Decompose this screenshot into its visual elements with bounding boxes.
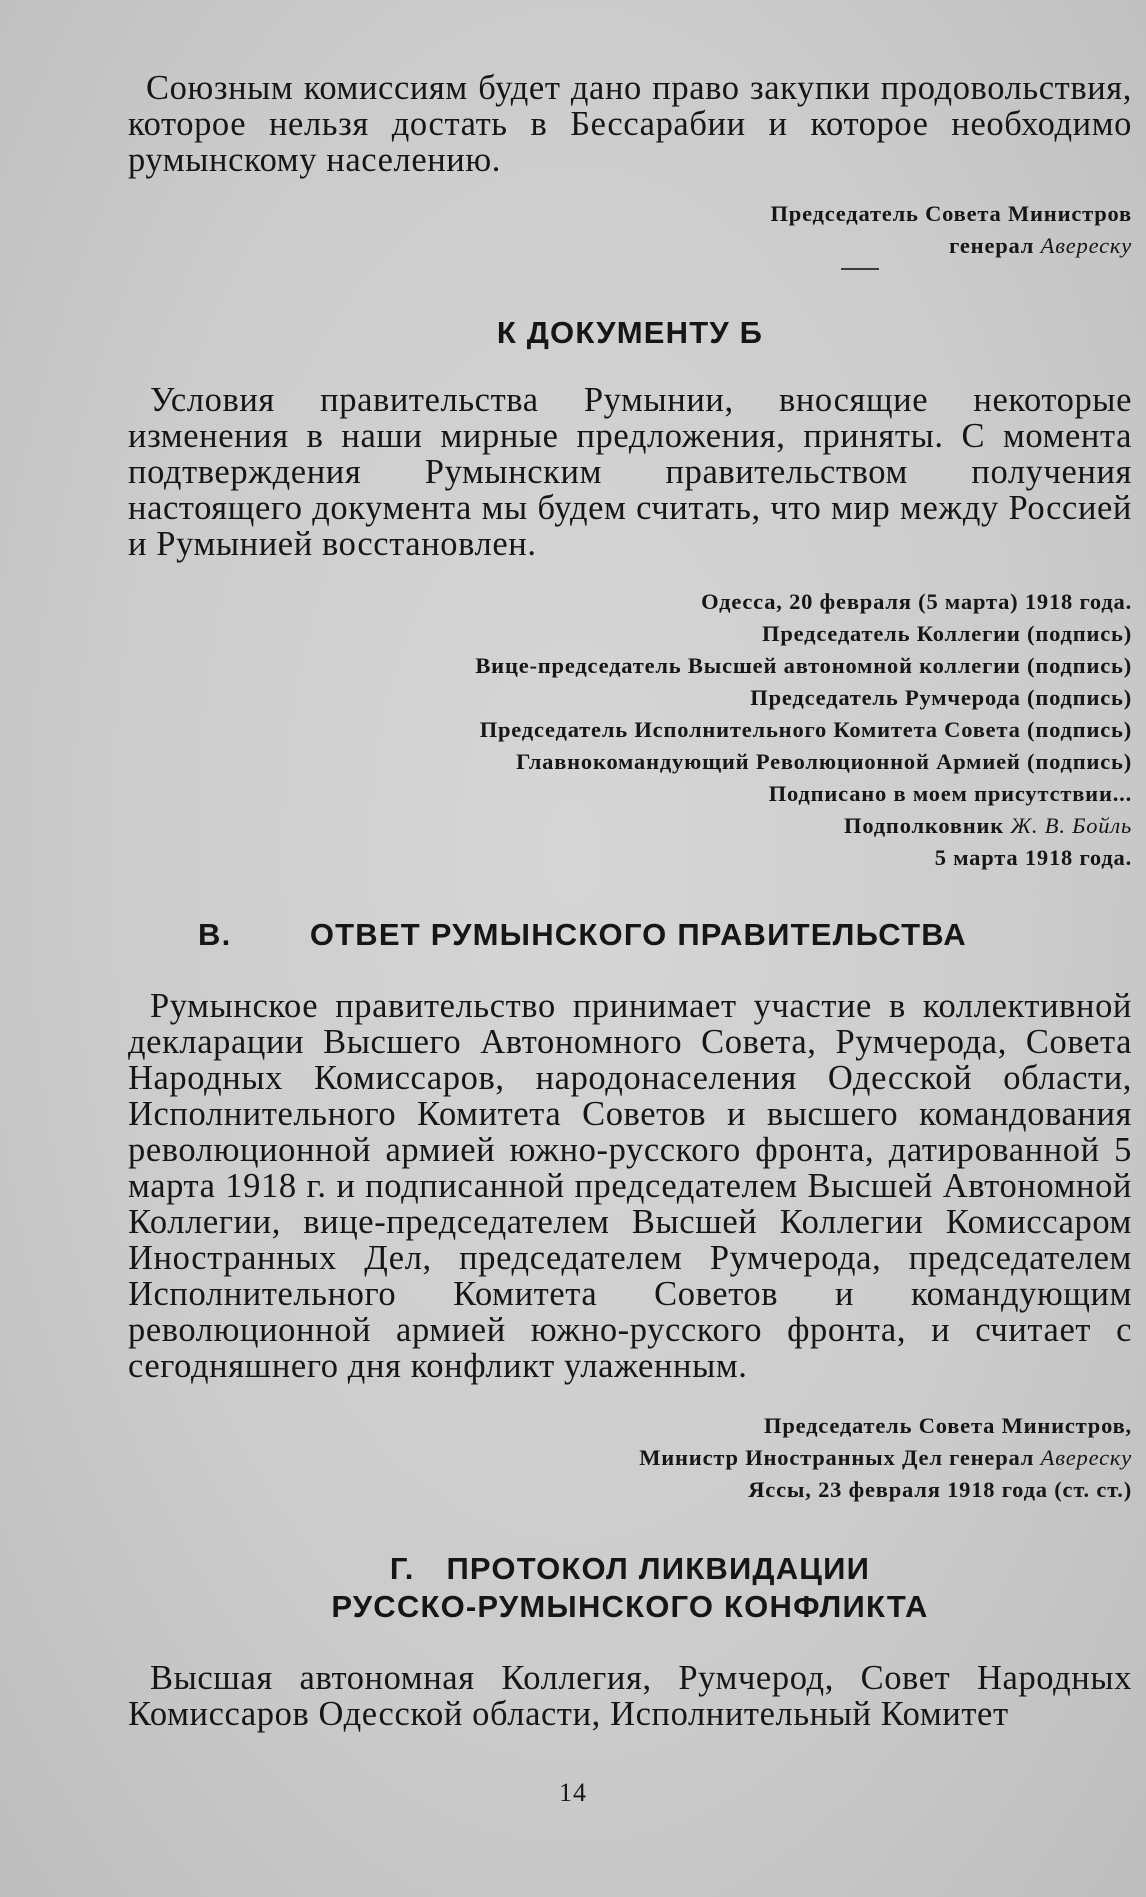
intro-signature-line1: Председатель Совета Министров (770, 201, 1132, 226)
section-v-title: ОТВЕТ РУМЫНСКОГО ПРАВИТЕЛЬСТВА (309, 917, 967, 952)
section-v-number: В. (198, 917, 232, 952)
section-g-paragraph: Высшая автономная Коллегия, Румчерод, Совет Народных Комиссаров Одесской области, Исполнительный Комитет (128, 1659, 1132, 1733)
section-g-title-line2: РУССКО-РУМЫНСКОГО КОНФЛИКТА (331, 1589, 929, 1624)
section-v-signature-place-date: Яссы, 23 февраля 1918 года (ст. ст.) (748, 1477, 1132, 1502)
text-column (128, 70, 1132, 1732)
intro-signature-line2 (128, 230, 1132, 262)
doc-b-paragraph: Условия правительства Румынии, вносящие некоторые изменения в наши мирные предложения, приняты. С момента подтверждения Румынским правительством получения настоящего документа мы будем считать, что мир между Россией и Румынией восстановлен. (128, 381, 1132, 563)
doc-b-signature-line: Председатель Румчерода (подпись) (750, 685, 1132, 710)
section-v-signature (128, 1410, 1132, 1506)
intro-paragraph: Союзным комиссиям будет дано право закупки продовольствия, которое нельзя достать в Бессарабии и которое необходимо румынскому населению. (128, 69, 1132, 179)
section-v-signature-line2 (128, 1442, 1132, 1474)
doc-b-signature-line: Председатель Коллегии (подпись) (762, 621, 1132, 646)
doc-b-signature-line: Вице-председатель Высшей автономной коллегии (подпись) (475, 653, 1132, 678)
page-number: 14 (559, 1778, 587, 1807)
section-g-heading (128, 1550, 1132, 1626)
separator-rule (841, 268, 879, 270)
section-v-paragraph: Румынское правительство принимает участие в коллективной декларации Высшего Автономного Совета, Румчерода, Совета Народных Комиссаров, народонаселения Одесской области, Исполнительного Комитета Советов и высшего командования революционной армией южно-русского фронта, датированной 5 марта 1918 г. и подписанной председателем Высшей Автономной Коллегии, вице-председателем Высшей Коллегии Комиссаром Иностранных Дел, председателем Румчерода, председателем Исполнительного Комитета Советов и командующим революционной армией южно-русского фронта, и считает с сегодняшнего дня конфликт улаженным. (128, 987, 1132, 1385)
section-v-signature-name: Авереску (1040, 1445, 1132, 1470)
doc-b-signature-line: Председатель Исполнительного Комитета Совета (подпись) (479, 717, 1132, 742)
section-v-heading (128, 916, 1132, 954)
intro-signature (128, 198, 1132, 262)
doc-b-signature-line: Подписано в моем присутствии... (768, 781, 1132, 806)
doc-b-witness-date: 5 марта 1918 года. (934, 845, 1132, 870)
section-g-title-line1: ПРОТОКОЛ ЛИКВИДАЦИИ (446, 1551, 871, 1586)
doc-b-witness-name: Ж. В. Бойль (1010, 813, 1132, 838)
intro-signature-name: Авереску (1040, 233, 1132, 258)
doc-b-signature-line: Одесса, 20 февраля (5 марта) 1918 года. (701, 589, 1132, 614)
doc-b-signatures (128, 586, 1132, 874)
doc-b-witness-rank: Подполковник (844, 813, 1005, 838)
section-g-number: Г. (389, 1551, 415, 1586)
section-v-signature-line1: Председатель Совета Министров, (764, 1413, 1132, 1438)
doc-b-signature-line: Главнокомандующий Революционной Армией (подпись) (516, 749, 1132, 774)
doc-b-heading: К ДОКУМЕНТУ Б (496, 315, 764, 350)
section-v-signature-rank: Министр Иностранных Дел генерал (639, 1445, 1035, 1470)
intro-signature-rank: генерал (949, 233, 1035, 258)
section-g-title-line1-row (128, 1550, 1132, 1588)
doc-b-witness (128, 810, 1132, 842)
